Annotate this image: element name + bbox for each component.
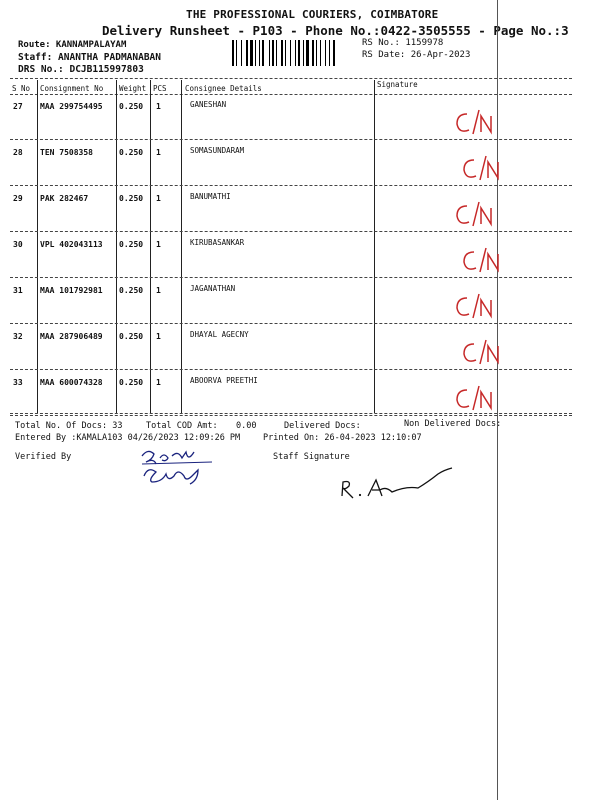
delivery-mark: [455, 108, 499, 138]
row-weight: 0.250: [119, 148, 144, 157]
col-sno: S No: [12, 84, 31, 93]
non-delivered-docs: Non Delivered Docs:: [404, 419, 502, 429]
row-consignee: JAGANATHAN: [190, 284, 236, 293]
col-consignment: Consignment No: [40, 84, 104, 93]
row-consignee: ABOORVA PREETHI: [190, 376, 258, 385]
printed-on: Printed On: 26-04-2023 12:10:07: [263, 433, 422, 443]
rs-date: RS Date: 26-Apr-2023: [362, 50, 471, 60]
barcode: [232, 40, 356, 66]
delivery-mark: [455, 292, 499, 322]
row-weight: 0.250: [119, 378, 144, 387]
col-signature: Signature: [377, 80, 418, 89]
row-consignee: BANUMATHI: [190, 192, 231, 201]
row-consignment-no: TEN 7508358: [40, 148, 93, 157]
verifier-signature: [138, 444, 218, 492]
row-consignee: GANESHAN: [190, 100, 227, 109]
delivery-mark: [455, 384, 499, 414]
delivery-mark: [462, 246, 506, 276]
rs-number: RS No.: 1159978: [362, 38, 444, 48]
row-weight: 0.250: [119, 102, 144, 111]
row-sno: 28: [13, 148, 23, 157]
delivery-mark: [455, 200, 499, 230]
row-sno: 30: [13, 240, 23, 249]
delivered-docs: Delivered Docs:: [284, 421, 361, 431]
staff-signature-label: Staff Signature: [273, 452, 350, 462]
row-consignment-no: MAA 600074328: [40, 378, 103, 387]
row-sno: 33: [13, 378, 23, 387]
row-consignment-no: MAA 101792981: [40, 286, 103, 295]
col-consignee: Consignee Details: [185, 84, 262, 93]
entered-by: Entered By :KAMALA103 04/26/2023 12:09:26 PM: [15, 433, 241, 443]
row-weight: 0.250: [119, 240, 144, 249]
row-pcs: 1: [156, 102, 161, 111]
row-pcs: 1: [156, 286, 161, 295]
row-weight: 0.250: [119, 286, 144, 295]
row-weight: 0.250: [119, 332, 144, 341]
row-consignee: DHAYAL AGECNY: [190, 330, 249, 339]
staff-label: Staff: ANANTHA PADMANABAN: [18, 52, 161, 63]
verified-by-label: Verified By: [15, 452, 72, 462]
row-pcs: 1: [156, 332, 161, 341]
row-pcs: 1: [156, 194, 161, 203]
row-sno: 29: [13, 194, 23, 203]
row-sno: 27: [13, 102, 23, 111]
runsheet-title: Delivery Runsheet - P103 - Phone No.:0422-3505555 - Page No.:3: [102, 23, 569, 38]
row-pcs: 1: [156, 378, 161, 387]
row-consignment-no: VPL 402043113: [40, 240, 103, 249]
row-consignee: KIRUBASANKAR: [190, 238, 245, 247]
col-pcs: PCS: [153, 84, 167, 93]
row-consignment-no: MAA 287906489: [40, 332, 103, 341]
delivery-mark: [462, 338, 506, 368]
row-consignment-no: MAA 299754495: [40, 102, 103, 111]
delivery-mark: [462, 154, 506, 184]
company-name: THE PROFESSIONAL COURIERS, COIMBATORE: [186, 8, 439, 21]
row-sno: 32: [13, 332, 23, 341]
drs-label: DRS No.: DCJB115997803: [18, 64, 144, 75]
total-docs: Total No. Of Docs: 33: [15, 421, 123, 431]
row-consignee: SOMASUNDARAM: [190, 146, 245, 155]
total-cod-value: 0.00: [236, 421, 257, 431]
row-pcs: 1: [156, 148, 161, 157]
row-sno: 31: [13, 286, 23, 295]
route-label: Route: KANNAMPALAYAM: [18, 40, 127, 50]
staff-signature: [338, 462, 468, 502]
total-cod-label: Total COD Amt:: [146, 421, 218, 431]
row-weight: 0.250: [119, 194, 144, 203]
row-pcs: 1: [156, 240, 161, 249]
row-consignment-no: PAK 282467: [40, 194, 89, 203]
col-weight: Weight: [119, 84, 147, 93]
